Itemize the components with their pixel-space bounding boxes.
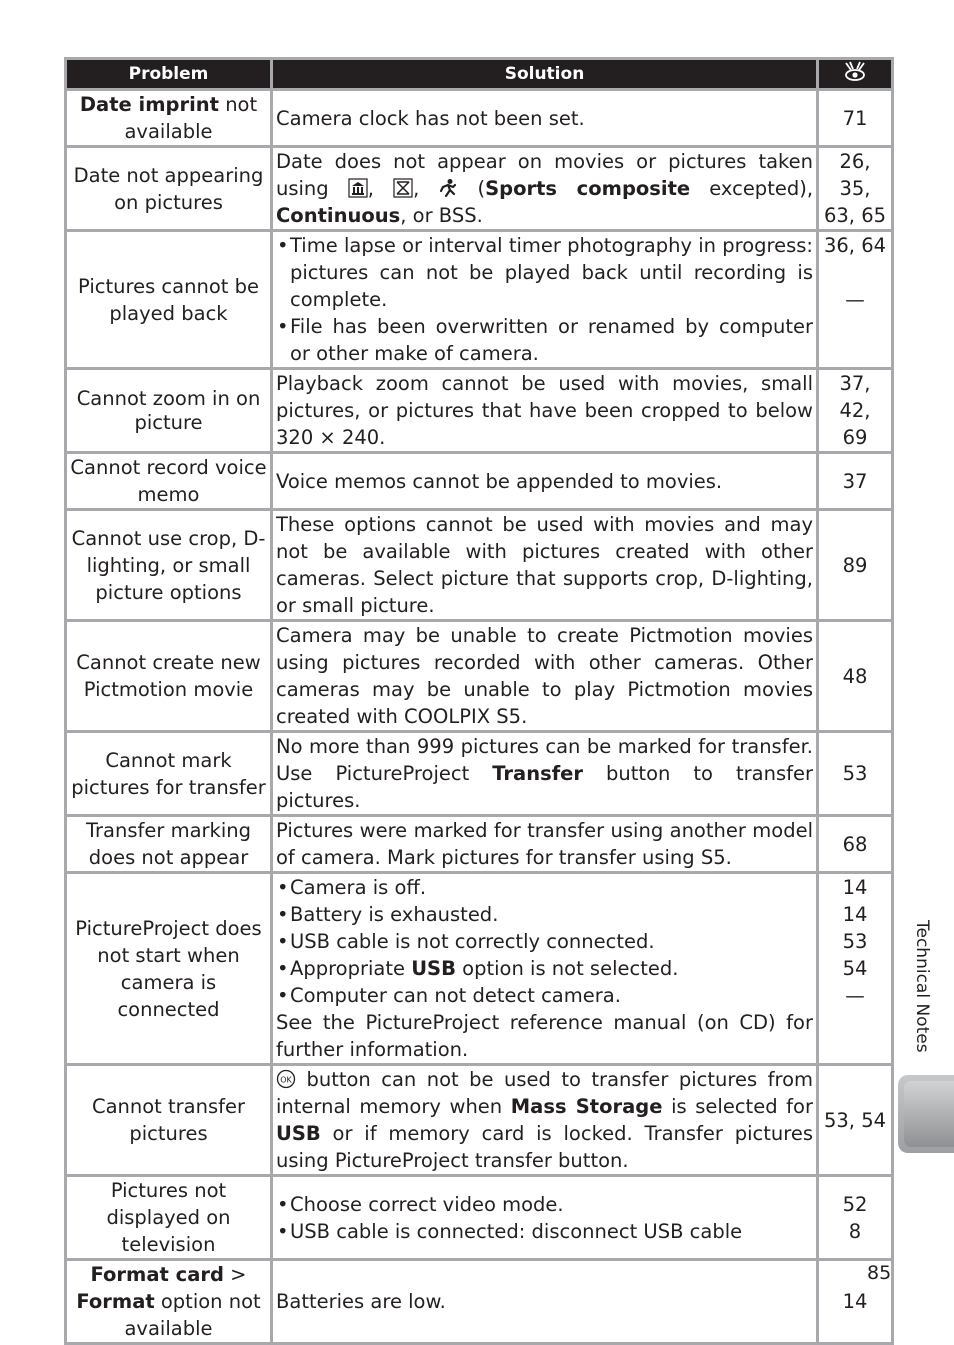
page-number: 85 [867,1262,892,1284]
table-row [66,510,893,621]
page-cell: 26, 35, 63, 65 [818,147,893,231]
table-row [66,1176,893,1260]
list-item: • USB cable is not correctly connected. [276,928,813,955]
museum-scene-icon [348,178,368,198]
list-item: • Time lapse or interval timer photography in progress: pictures can not be played back until recording is complete. [276,232,813,313]
problem-cell: Cannot use crop, D-lighting, or small picture options [66,510,272,621]
solution-note: See the PictureProject reference manual (on CD) for further information. [276,1011,813,1061]
problem-cell: Cannot zoom in on picture [66,369,272,453]
troubleshooting-table [64,57,894,1345]
solution-cell: OK button can not be used to transfer pictures from internal memory when Mass Storage is selected for USB or if memory card is locked. Transfer pictures using PictureProject transfer button. [272,1065,818,1176]
page-cell: 68 [818,816,893,873]
page-cell: 14 [818,1260,893,1344]
table-row [66,816,893,873]
copy-scene-icon [393,178,413,198]
page-cell: 37 [818,453,893,510]
list-item: • Camera is off. [276,874,813,901]
table-row [66,147,893,231]
problem-cell: Cannot transfer pictures [66,1065,272,1176]
solution-cell: Voice memos cannot be appended to movies. [272,453,818,510]
table-row [66,873,893,1065]
problem-cell: Cannot mark pictures for transfer [66,732,272,816]
table-row [66,231,893,369]
problem-cell: Format card > Format option not available [66,1260,272,1344]
solution-cell: Camera clock has not been set. [272,90,818,147]
problem-cell: Cannot record voice memo [66,453,272,510]
page-cell: 36, 64 — [818,231,893,369]
page-cell: 37, 42, 69 [818,369,893,453]
problem-cell: PictureProject does not start when camera is connected [66,873,272,1065]
sports-scene-icon [438,178,458,198]
table-row [66,453,893,510]
list-item: • Appropriate USB option is not selected. [276,955,813,982]
table-row [66,90,893,147]
solution-cell: Playback zoom cannot be used with movies, small pictures, or pictures that have been cropped to below 320 × 240. [272,369,818,453]
page-cell: 53, 54 [818,1065,893,1176]
table-row [66,621,893,732]
page-cell: 89 [818,510,893,621]
table-row [66,732,893,816]
problem-cell: Date not appearing on pictures [66,147,272,231]
solution-cell: Date does not appear on movies or pictures taken using , , (Sports composite excepted), Continuous, or BSS. [272,147,818,231]
problem-cell: Cannot create new Pictmotion movie [66,621,272,732]
section-tab-inner [904,1081,954,1147]
solution-cell: Pictures were marked for transfer using another model of camera. Mark pictures for transfer using S5. [272,816,818,873]
table-header-row [66,59,893,90]
ok-button-icon [276,1069,296,1089]
list-item: • USB cable is connected: disconnect USB cable [276,1218,813,1245]
page-column-header [818,59,893,90]
solution-cell: Batteries are low. [272,1260,818,1344]
problem-cell: Transfer marking does not appear [66,816,272,873]
list-item: • Choose correct video mode. [276,1191,813,1218]
problem-cell: Pictures cannot be played back [66,231,272,369]
solution-cell [272,1176,818,1260]
page-cell: 71 [818,90,893,147]
section-tab-label: Technical Notes [912,920,932,1053]
page-reference-icon [843,61,867,81]
solution-cell: These options cannot be used with movies and may not be available with pictures created with other cameras. Select picture that supports crop, D-lighting, or small picture. [272,510,818,621]
list-item: • File has been overwritten or renamed by computer or other make of camera. [276,313,813,367]
table-row [66,1065,893,1176]
table-row [66,1260,893,1344]
page-cell: 52 8 [818,1176,893,1260]
svg-text:OK: OK [280,1075,292,1085]
problem-cell: Date imprint not available [66,90,272,147]
problem-cell: Pictures not displayed on television [66,1176,272,1260]
table-row [66,369,893,453]
problem-column-header: Problem [66,59,272,90]
solution-cell: No more than 999 pictures can be marked for transfer. Use PictureProject Transfer button to transfer pictures. [272,732,818,816]
solution-cell [272,873,818,1065]
list-item: • Computer can not detect camera. [276,982,813,1009]
page-cell: 53 [818,732,893,816]
page-cell: 14 14 53 54 — [818,873,893,1065]
solution-column-header: Solution [272,59,818,90]
solution-cell [272,231,818,369]
list-item: • Battery is exhausted. [276,901,813,928]
solution-cell: Camera may be unable to create Pictmotion movies using pictures recorded with other cameras. Other cameras may be unable to play Pictmotion movies created with COOLPIX S5. [272,621,818,732]
page-cell: 48 [818,621,893,732]
